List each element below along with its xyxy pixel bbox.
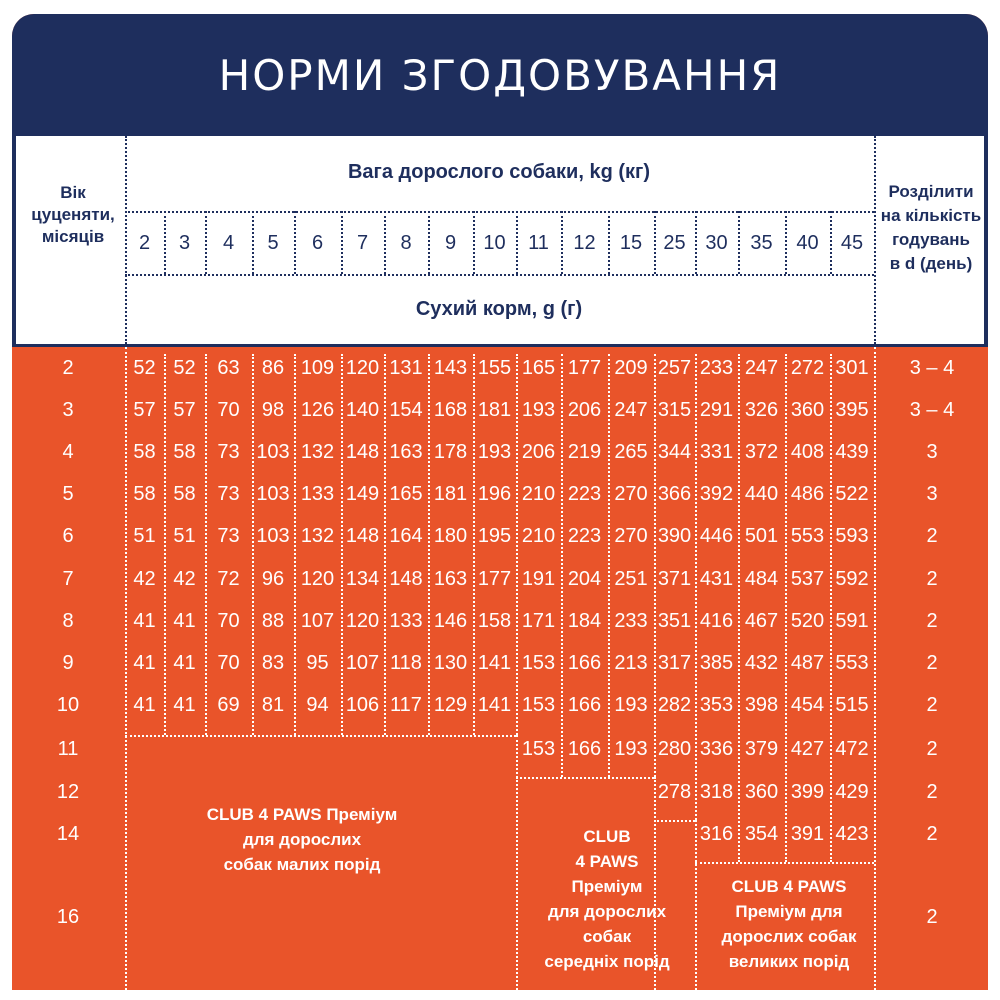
- product-large-breeds: CLUB 4 PAWS Преміум для дорослих собак великих порід: [721, 877, 857, 971]
- table-cell: 537: [790, 568, 825, 590]
- product-small-breeds: CLUB 4 PAWS Преміум для дорослих собак малих порід: [206, 805, 398, 874]
- table-cell: 95: [306, 652, 329, 674]
- table-cell: 166: [567, 652, 602, 674]
- product-medium-breeds: CLUB 4 PAWS Преміум для дорослих собак середніх порід: [544, 827, 670, 971]
- table-cell: 398: [744, 694, 779, 716]
- table-cell: 193: [614, 694, 648, 716]
- table-cell: 484: [744, 568, 779, 590]
- weight-label: 3: [178, 232, 191, 254]
- table-cell: 70: [217, 652, 240, 674]
- table-cell: 163: [433, 568, 468, 590]
- weight-label: 35: [750, 232, 773, 254]
- row-age: 8: [62, 610, 74, 632]
- table-cell: 265: [614, 441, 648, 463]
- table-cell: 130: [433, 652, 468, 674]
- row-feedings: 2: [926, 652, 938, 674]
- table-cell: 155: [477, 357, 512, 379]
- row-feedings: 2: [926, 738, 938, 760]
- table-cell: 372: [744, 441, 779, 463]
- row-feedings: 3 – 4: [909, 357, 955, 379]
- table-cell: 360: [790, 399, 825, 421]
- weight-label: 45: [840, 232, 864, 254]
- table-cell: 120: [345, 357, 380, 379]
- table-cell: 204: [567, 568, 602, 590]
- table-cell: 149: [345, 483, 380, 505]
- table-cell: 103: [256, 441, 290, 463]
- header-divider-right: [874, 136, 876, 344]
- table-cell: 431: [699, 568, 734, 590]
- table-cell: 379: [744, 738, 779, 760]
- table-cell: 41: [173, 694, 196, 716]
- table-cell: 206: [521, 441, 556, 463]
- table-cell: 270: [614, 483, 648, 505]
- table-cell: 593: [835, 525, 869, 547]
- table-cell: 163: [389, 441, 423, 463]
- row-feedings: 2: [926, 781, 938, 803]
- table-cell: 140: [345, 399, 380, 421]
- feed-header: Сухий корм, g (г): [415, 298, 583, 320]
- row-age: 12: [56, 781, 80, 803]
- weight-label: 11: [528, 232, 549, 254]
- age-header: Вік цуценяти, місяців: [31, 183, 115, 246]
- table-cell: 196: [477, 483, 512, 505]
- table-cell: 109: [300, 357, 335, 379]
- weight-label: 10: [483, 232, 506, 254]
- table-cell: 210: [521, 483, 556, 505]
- weight-column-divider: [205, 211, 207, 274]
- table-cell: 58: [173, 441, 196, 463]
- row-age: 3: [62, 399, 74, 421]
- table-cell: 247: [614, 399, 648, 421]
- table-cell: 351: [657, 610, 692, 632]
- table-cell: 81: [261, 694, 285, 716]
- row-age: 5: [62, 483, 74, 505]
- table-cell: 427: [790, 738, 825, 760]
- table-cell: 233: [614, 610, 648, 632]
- table-cell: 270: [614, 525, 648, 547]
- row-feedings: 2: [926, 610, 938, 632]
- table-cell: 57: [173, 399, 196, 421]
- table-cell: 316: [699, 823, 734, 845]
- table-cell: 209: [614, 357, 648, 379]
- table-cell: 180: [433, 525, 468, 547]
- table-cell: 73: [217, 483, 240, 505]
- row-age: 10: [56, 694, 80, 716]
- table-cell: 423: [835, 823, 869, 845]
- table-cell: 146: [433, 610, 468, 632]
- table-cell: 399: [790, 781, 825, 803]
- table-cell: 153: [521, 738, 556, 760]
- table-cell: 164: [389, 525, 423, 547]
- table-cell: 522: [835, 483, 869, 505]
- weight-column-divider: [738, 211, 740, 274]
- weight-label: 40: [796, 232, 819, 254]
- table-cell: 247: [744, 357, 779, 379]
- table-cell: 166: [567, 694, 602, 716]
- table-cell: 133: [300, 483, 335, 505]
- table-cell: 120: [345, 610, 380, 632]
- table-cell: 168: [433, 399, 468, 421]
- header-divider: [12, 344, 988, 347]
- table-cell: 553: [790, 525, 825, 547]
- weight-column-divider: [561, 211, 563, 274]
- row-age: 16: [56, 906, 80, 928]
- table-cell: 487: [790, 652, 825, 674]
- table-cell: 223: [567, 525, 602, 547]
- region-boundary: [516, 777, 654, 779]
- table-cell: 257: [657, 357, 692, 379]
- table-cell: 219: [567, 441, 602, 463]
- row-feedings: 2: [926, 694, 938, 716]
- table-cell: 41: [133, 610, 156, 632]
- table-cell: 467: [744, 610, 779, 632]
- weights-bottom-line: [125, 274, 874, 276]
- row-age: 7: [62, 568, 74, 590]
- table-cell: 120: [300, 568, 335, 590]
- weight-label: 12: [573, 232, 596, 254]
- weight-label: 9: [444, 232, 457, 254]
- table-cell: 206: [567, 399, 602, 421]
- table-cell: 213: [614, 652, 648, 674]
- table-cell: 98: [261, 399, 285, 421]
- table-cell: 107: [345, 652, 380, 674]
- table-cell: 251: [614, 568, 648, 590]
- weight-header: Вага дорослого собаки, kg (кг): [347, 161, 651, 183]
- table-cell: 440: [744, 483, 779, 505]
- table-cell: 472: [835, 738, 869, 760]
- table-cell: 301: [835, 357, 869, 379]
- table-cell: 52: [173, 357, 196, 379]
- table-cell: 390: [657, 525, 692, 547]
- table-cell: 432: [744, 652, 779, 674]
- table-cell: 331: [699, 441, 734, 463]
- table-cell: 391: [790, 823, 825, 845]
- weights-top-line: [125, 211, 874, 213]
- table-cell: 280: [657, 738, 692, 760]
- weight-label: 8: [400, 232, 412, 254]
- table-cell: 134: [345, 568, 380, 590]
- table-cell: 103: [256, 483, 290, 505]
- table-cell: 193: [521, 399, 556, 421]
- row-age: 14: [56, 823, 80, 845]
- table-cell: 58: [133, 441, 156, 463]
- table-cell: 553: [835, 652, 869, 674]
- row-feedings: 3: [926, 441, 938, 463]
- table-cell: 515: [835, 694, 869, 716]
- weight-label: 25: [663, 232, 686, 254]
- region-boundary: [125, 735, 516, 737]
- table-cell: 133: [389, 610, 423, 632]
- table-cell: 223: [567, 483, 602, 505]
- row-feedings: 3: [926, 483, 938, 505]
- table-cell: 41: [173, 652, 196, 674]
- feedings-header: Розділити на кількість годувань в d (день): [880, 182, 982, 273]
- table-cell: 51: [173, 525, 196, 547]
- table-cell: 193: [477, 441, 512, 463]
- table-cell: 107: [300, 610, 335, 632]
- table-cell: 181: [477, 399, 512, 421]
- table-cell: 210: [521, 525, 556, 547]
- table-cell: 360: [744, 781, 779, 803]
- weight-column-divider: [608, 211, 610, 274]
- table-cell: 165: [521, 357, 556, 379]
- table-cell: 132: [300, 525, 335, 547]
- table-cell: 148: [345, 525, 380, 547]
- table-cell: 73: [217, 441, 240, 463]
- page-title: НОРМИ ЗГОДОВУВАННЯ: [218, 50, 782, 100]
- table-cell: 446: [699, 525, 734, 547]
- row-age: 11: [57, 738, 79, 760]
- row-feedings: 2: [926, 823, 938, 845]
- table-cell: 153: [521, 694, 556, 716]
- weight-label: 6: [311, 232, 324, 254]
- row-feedings: 3 – 4: [909, 399, 955, 421]
- table-cell: 439: [835, 441, 869, 463]
- row-age: 9: [62, 652, 74, 674]
- weight-label: 7: [356, 232, 369, 254]
- table-cell: 233: [699, 357, 734, 379]
- table-cell: 148: [389, 568, 423, 590]
- table-cell: 278: [657, 781, 692, 803]
- table-cell: 73: [217, 525, 240, 547]
- table-cell: 52: [133, 357, 156, 379]
- table-cell: 191: [521, 568, 556, 590]
- table-cell: 94: [306, 694, 329, 716]
- table-cell: 171: [521, 610, 556, 632]
- table-cell: 454: [790, 694, 825, 716]
- table-cell: 70: [217, 610, 240, 632]
- row-feedings: 2: [926, 525, 938, 547]
- table-cell: 385: [699, 652, 734, 674]
- table-cell: 486: [790, 483, 825, 505]
- table-cell: 366: [657, 483, 692, 505]
- table-cell: 177: [477, 568, 512, 590]
- table-cell: 184: [567, 610, 602, 632]
- table-cell: 344: [657, 441, 692, 463]
- table-cell: 282: [657, 694, 692, 716]
- row-age: 2: [62, 357, 74, 379]
- table-cell: 41: [173, 610, 196, 632]
- table-cell: 371: [657, 568, 692, 590]
- table-cell: 353: [699, 694, 734, 716]
- table-cell: 592: [835, 568, 869, 590]
- weight-column-divider: [294, 211, 296, 274]
- table-cell: 429: [835, 781, 869, 803]
- table-cell: 177: [567, 357, 602, 379]
- table-cell: 51: [133, 525, 156, 547]
- table-cell: 129: [433, 694, 468, 716]
- table-cell: 395: [835, 399, 869, 421]
- table-cell: 118: [390, 652, 422, 674]
- table-cell: 96: [261, 568, 285, 590]
- table-cell: 158: [477, 610, 512, 632]
- table-cell: 520: [790, 610, 825, 632]
- table-cell: 326: [744, 399, 779, 421]
- table-cell: 58: [133, 483, 156, 505]
- table-cell: 132: [300, 441, 335, 463]
- feeding-chart: [12, 14, 988, 990]
- table-cell: 591: [835, 610, 869, 632]
- table-cell: 148: [345, 441, 380, 463]
- table-cell: 143: [433, 357, 468, 379]
- weight-label: 15: [619, 232, 643, 254]
- table-cell: 416: [699, 610, 734, 632]
- table-cell: 181: [433, 483, 468, 505]
- table-cell: 408: [790, 441, 825, 463]
- region-boundary: [654, 820, 695, 822]
- table-cell: 141: [477, 694, 512, 716]
- table-cell: 165: [389, 483, 423, 505]
- row-feedings: 2: [926, 906, 938, 928]
- table-cell: 103: [256, 525, 290, 547]
- table-cell: 153: [521, 652, 556, 674]
- weight-label: 5: [267, 232, 279, 254]
- table-cell: 88: [261, 610, 285, 632]
- table-cell: 70: [217, 399, 240, 421]
- table-cell: 72: [217, 568, 240, 590]
- table-cell: 42: [133, 568, 156, 590]
- row-age: 4: [62, 441, 74, 463]
- table-cell: 317: [657, 652, 692, 674]
- weight-label: 2: [138, 232, 151, 254]
- table-cell: 117: [390, 694, 422, 716]
- table-cell: 86: [261, 357, 285, 379]
- table-cell: 291: [699, 399, 734, 421]
- table-cell: 272: [790, 357, 825, 379]
- table-cell: 354: [744, 823, 779, 845]
- table-cell: 318: [699, 781, 734, 803]
- table-cell: 315: [657, 399, 692, 421]
- table-cell: 57: [133, 399, 156, 421]
- table-cell: 131: [389, 357, 423, 379]
- table-cell: 83: [261, 652, 285, 674]
- title-banner: [12, 14, 988, 136]
- row-feedings: 2: [926, 568, 938, 590]
- table-cell: 178: [433, 441, 468, 463]
- table-cell: 195: [477, 525, 512, 547]
- table-cell: 106: [345, 694, 380, 716]
- table-cell: 166: [567, 738, 602, 760]
- table-cell: 63: [217, 357, 240, 379]
- table-cell: 58: [173, 483, 196, 505]
- table-cell: 126: [300, 399, 335, 421]
- table-cell: 41: [133, 652, 156, 674]
- table-cell: 69: [217, 694, 240, 716]
- table-cell: 141: [477, 652, 512, 674]
- region-boundary: [695, 862, 874, 864]
- table-cell: 154: [389, 399, 423, 421]
- table-cell: 41: [133, 694, 156, 716]
- table-cell: 193: [614, 738, 648, 760]
- weight-label: 30: [705, 232, 728, 254]
- table-cell: 42: [173, 568, 196, 590]
- weight-label: 4: [222, 232, 235, 254]
- table-cell: 501: [744, 525, 779, 547]
- table-cell: 392: [699, 483, 734, 505]
- row-age: 6: [62, 525, 74, 547]
- table-cell: 336: [699, 738, 734, 760]
